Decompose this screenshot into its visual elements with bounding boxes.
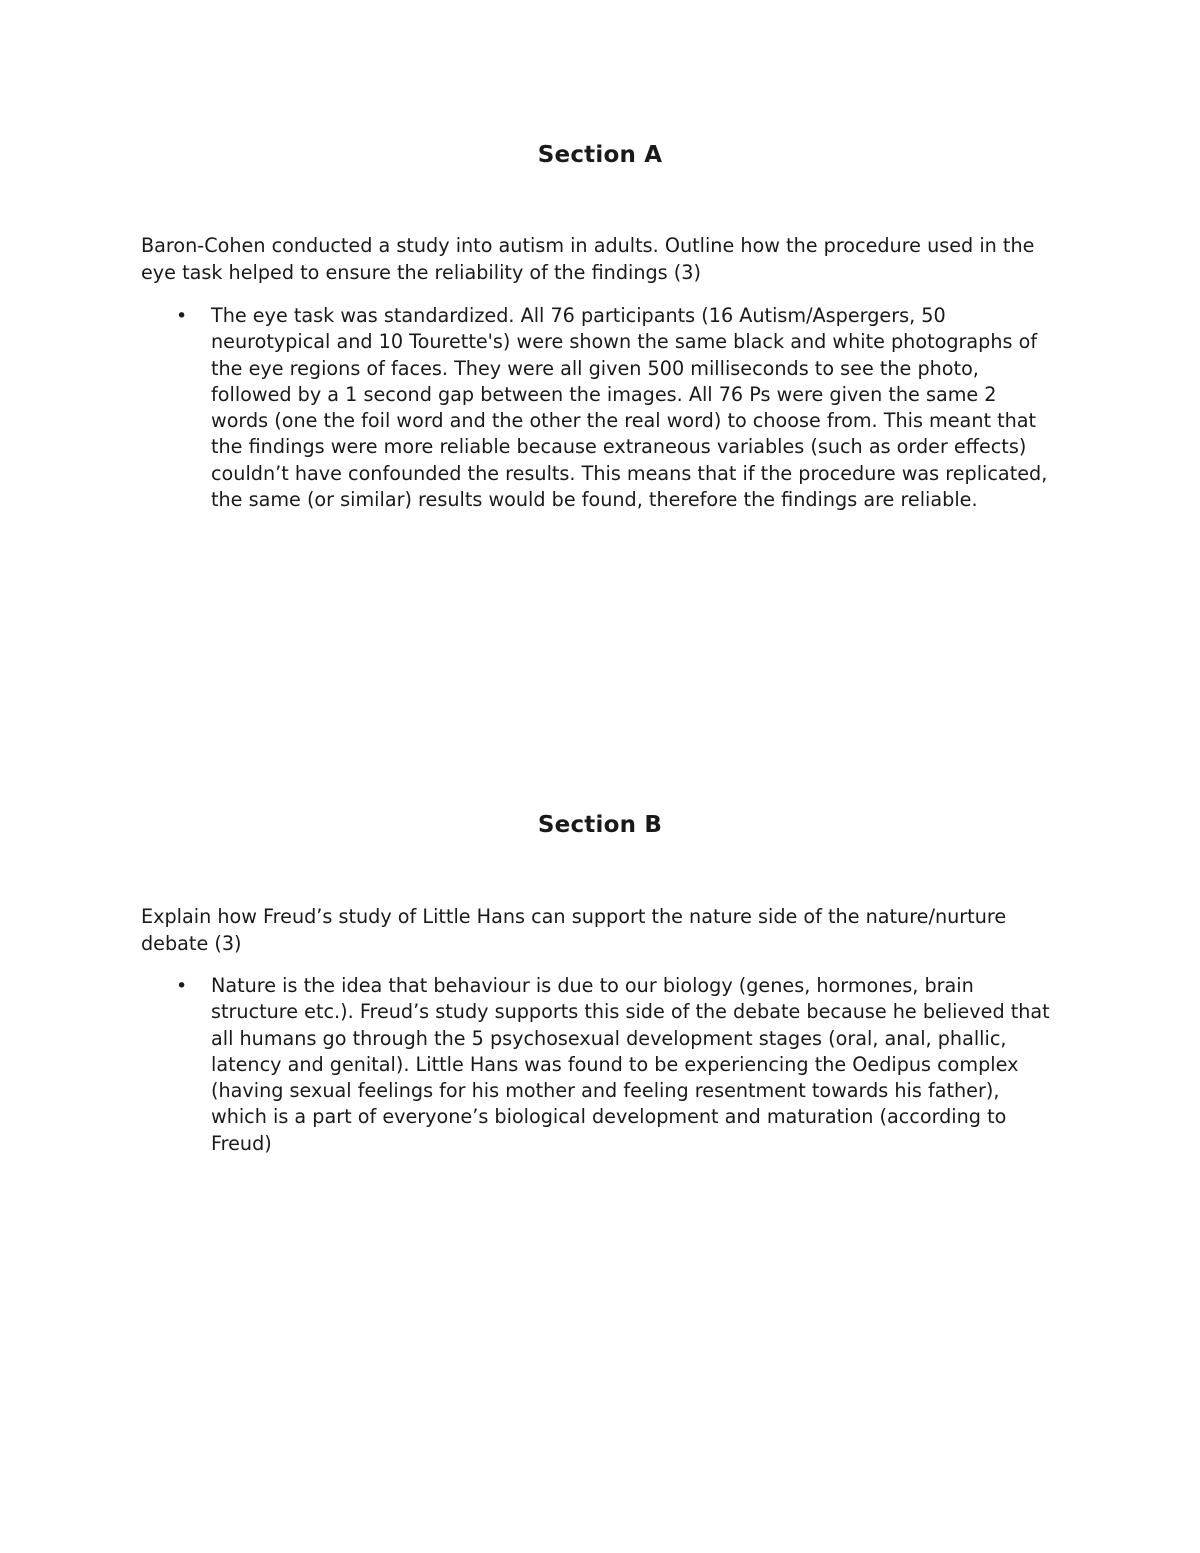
section-a-answer-list xyxy=(0,303,1059,513)
section-b-answer-text: Nature is the idea that behaviour is due to our biology (genes, hormones, brain structure etc.). Freud’s study supports this side of the debate because he believed that all humans go through the 5 psychosexual development stages (oral, anal, phallic, latency and genital). Little Hans was found to be experiencing the Oedipus complex (having sexual feelings for his mother and feeling resentment towards his father), which is a part of everyone’s biological development and maturation (according to Freud) xyxy=(211,974,1050,1155)
bullet-icon: • xyxy=(176,975,188,997)
section-b-heading: Section B xyxy=(537,812,663,838)
section-a-question: Baron-Cohen conducted a study into autism in adults. Outline how the procedure used in the eye task helped to ensure the reliability of the findings (3) xyxy=(141,234,1035,284)
section-a-heading: Section A xyxy=(537,142,663,168)
bullet-icon: • xyxy=(176,305,188,327)
section-a-answer-text: The eye task was standardized. All 76 participants (16 Autism/Aspergers, 50 neurotypical and 10 Tourette's) were shown the same black and white photographs of the eye regions of faces. They were all given 500 milliseconds to see the photo, followed by a 1 second gap between the images. All 76 Ps were given the same 2 words (one the foil word and the other the real word) to choose from. This meant that the findings were more reliable because extraneous variables (such as order effects) couldn’t have confounded the results. This means that if the procedure was replicated, the same (or similar) results would be found, therefore the findings are reliable. xyxy=(211,304,1048,512)
section-b-answer-item xyxy=(0,973,1059,1157)
section-a-answer-item xyxy=(0,303,1059,513)
section-b-answer-list xyxy=(0,973,1059,1157)
section-b-question: Explain how Freud’s study of Little Hans can support the nature side of the nature/nurture debate (3) xyxy=(141,905,1007,955)
